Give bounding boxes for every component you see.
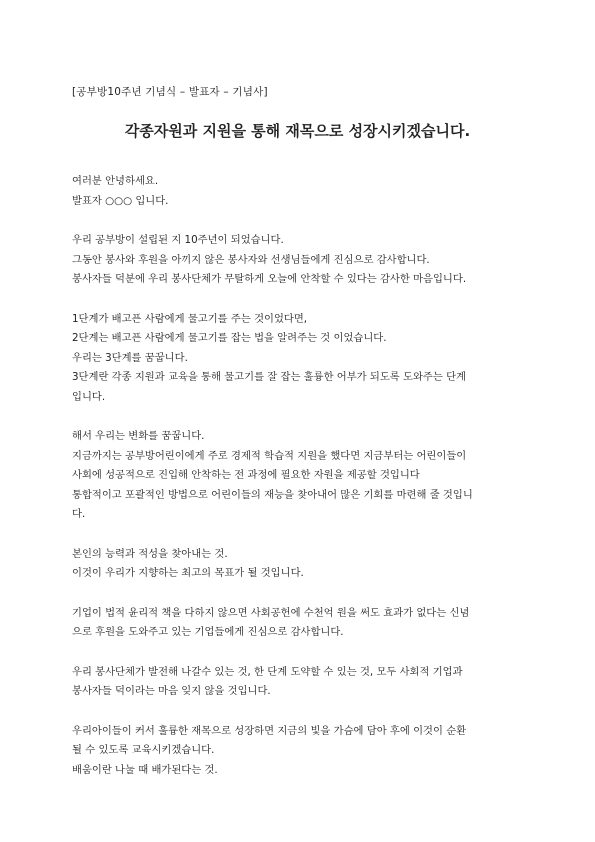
text-line: 발표자 ○○○ 입니다. (72, 194, 169, 207)
text-line: 지금까지는 공부방어린이에게 주로 경제적 학습적 지원을 했다면 지금부터는 어린이들이 (72, 449, 467, 462)
text-line: 그동안 봉사와 후원을 아끼지 않은 봉사자와 선생님들에게 진심으로 감사합니다. (72, 253, 430, 266)
paragraph (72, 663, 526, 702)
text-line: 될 수 있도록 교육시키겠습니다. (72, 744, 215, 756)
text-line: 해서 우리는 변화를 꿈꿉니다. (72, 430, 205, 442)
paragraph (72, 172, 526, 211)
text-line: 여러분 안녕하세요. (72, 175, 159, 187)
text-line: 봉사자들 덕이라는 마음 잊지 않을 것입니다. (72, 685, 271, 697)
text-line: 기업이 법적 윤리적 책을 다하지 않으면 사회공헌에 수천억 원을 써도 효과가 없다는 신념 (72, 606, 470, 619)
text-line: 1단계가 배고픈 사람에게 물고기를 주는 것이었다면, (72, 312, 308, 325)
paragraph (72, 427, 526, 525)
text-line: 봉사자들 덕분에 우리 봉사단체가 무탈하게 오늘에 안착할 수 있다는 감사한 마음입니다. (72, 273, 467, 285)
paragraph (72, 231, 526, 290)
text-line: 우리는 3단계를 꿈꿉니다. (72, 351, 188, 364)
paragraph (72, 722, 526, 781)
text-line: 2단계는 배고픈 사람에게 물고기를 잡는 법을 알려주는 것 이었습니다. (72, 332, 387, 344)
paragraph (72, 310, 526, 408)
event-label: [공부방10주년 기념식 – 발표자 – 기념사] (72, 86, 268, 98)
text-line: 3단계란 각종 지원과 교육을 통해 물고기를 잘 잡는 훌륭한 어부가 되도록 도와주는 단계 (72, 371, 466, 383)
text-line: 우리 봉사단체가 발전해 나갈수 있는 것, 한 단계 도약할 수 있는 것, 모두 사회적 기업과 (72, 665, 463, 678)
text-line: 본인의 능력과 적성을 찾아내는 것. (72, 547, 228, 560)
text-line: 우리아이들이 커서 훌륭한 재목으로 성장하면 지금의 빛을 가슴에 담아 후에 이것이 순환 (72, 724, 467, 737)
text-line: 통합적이고 포괄적인 방법으로 어린이들의 재능을 찾아내어 많은 기회를 마련해 줄 것입니 (72, 488, 473, 501)
text-line: 입니다. (72, 390, 106, 403)
text-line: 으로 후원을 도와주고 있는 기업들에게 진심으로 감사합니다. (72, 626, 344, 638)
paragraph (72, 545, 526, 584)
document-body (72, 172, 526, 800)
text-line: 다. (72, 508, 86, 520)
paragraph (72, 604, 526, 643)
text-line: 배움이란 나눌 때 배가된다는 것. (72, 763, 218, 776)
text-line: 사회에 성공적으로 진입해 안착하는 전 과정에 필요한 자원을 제공할 것입니다 (72, 469, 420, 481)
document-title: 각종자원과 지원을 통해 재목으로 성장시키겠습니다. (124, 122, 471, 140)
text-line: 우리 공부방이 설립된 지 10주년이 되었습니다. (72, 234, 284, 246)
text-line: 이것이 우리가 지향하는 최고의 목표가 될 것입니다. (72, 567, 304, 579)
